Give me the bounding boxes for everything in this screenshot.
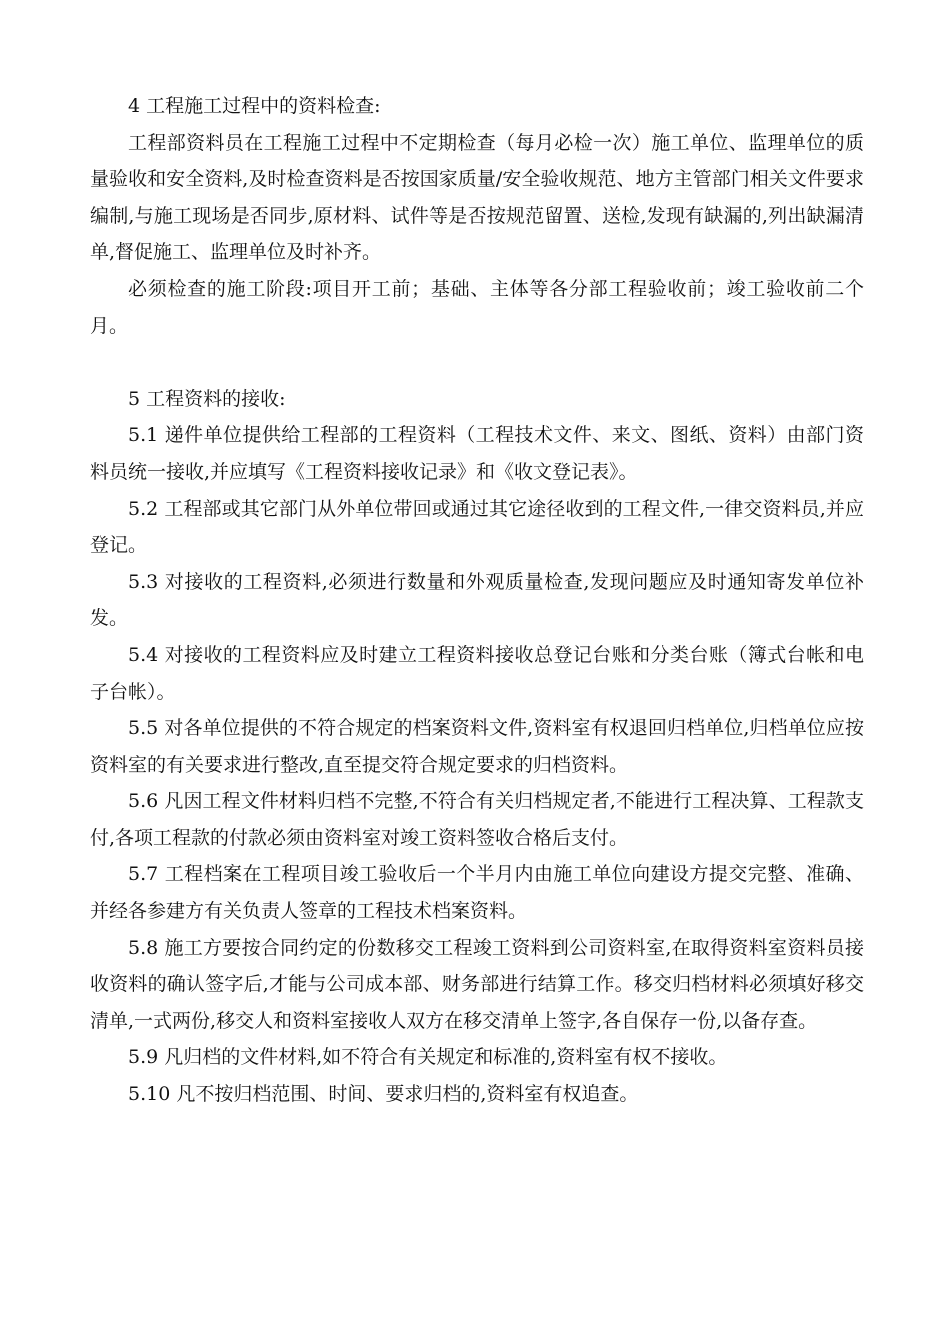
section-4-paragraph-1: 工程部资料员在工程施工过程中不定期检查（每月必检一次）施工单位、监理单位的质量验收和安全资料,及时检查资料是否按国家质量/安全验收规范、地方主管部门相关文件要求编制,与施工现场是否同步,原材料、试件等是否按规范留置、送检,发现有缺漏的,列出缺漏清单,督促施工、监理单位及时补齐。 bbox=[90, 131, 864, 264]
section-5-heading: 5 工程资料的接收: bbox=[128, 387, 286, 410]
item-5-7: 5.7 工程档案在工程项目竣工验收后一个半月内由施工单位向建设方提交完整、准确、并经各参建方有关负责人签章的工程技术档案资料。 bbox=[90, 863, 864, 923]
item-5-9: 5.9 凡归档的文件材料,如不符合有关规定和标准的,资料室有权不接收。 bbox=[128, 1046, 728, 1069]
section-spacer bbox=[90, 344, 864, 381]
document-page bbox=[90, 88, 864, 1113]
item-5-8: 5.8 施工方要按合同约定的份数移交工程竣工资料到公司资料室,在取得资料室资料员接收资料的确认签字后,才能与公司成本部、财务部进行结算工作。移交归档材料必须填好移交清单,一式两份,移交人和资料室接收人双方在移交清单上签字,各自保存一份,以备存查。 bbox=[90, 936, 864, 1032]
item-5-10: 5.10 凡不按归档范围、时间、要求归档的,资料室有权追查。 bbox=[128, 1083, 639, 1106]
section-4-heading: 4 工程施工过程中的资料检查: bbox=[128, 95, 381, 117]
item-5-6: 5.6 凡因工程文件材料归档不完整,不符合有关归档规定者,不能进行工程决算、工程款支付,各项工程款的付款必须由资料室对竣工资料签收合格后支付。 bbox=[90, 790, 864, 849]
item-5-4: 5.4 对接收的工程资料应及时建立工程资料接收总登记台账和分类台账（簿式台帐和电子台帐）。 bbox=[90, 643, 864, 703]
item-5-5: 5.5 对各单位提供的不符合规定的档案资料文件,资料室有权退回归档单位,归档单位应按资料室的有关要求进行整改,直至提交符合规定要求的归档资料。 bbox=[90, 717, 864, 776]
item-5-2: 5.2 工程部或其它部门从外单位带回或通过其它途径收到的工程文件,一律交资料员,并应登记。 bbox=[90, 497, 864, 557]
item-5-3: 5.3 对接收的工程资料,必须进行数量和外观质量检查,发现问题应及时通知寄发单位补发。 bbox=[90, 570, 864, 630]
item-5-1: 5.1 递件单位提供给工程部的工程资料（工程技术文件、来文、图纸、资料）由部门资料员统一接收,并应填写《工程资料接收记录》和《收文登记表》。 bbox=[90, 424, 864, 483]
section-4-paragraph-2: 必须检查的施工阶段:项目开工前；基础、主体等各分部工程验收前；竣工验收前二个月。 bbox=[90, 277, 864, 337]
